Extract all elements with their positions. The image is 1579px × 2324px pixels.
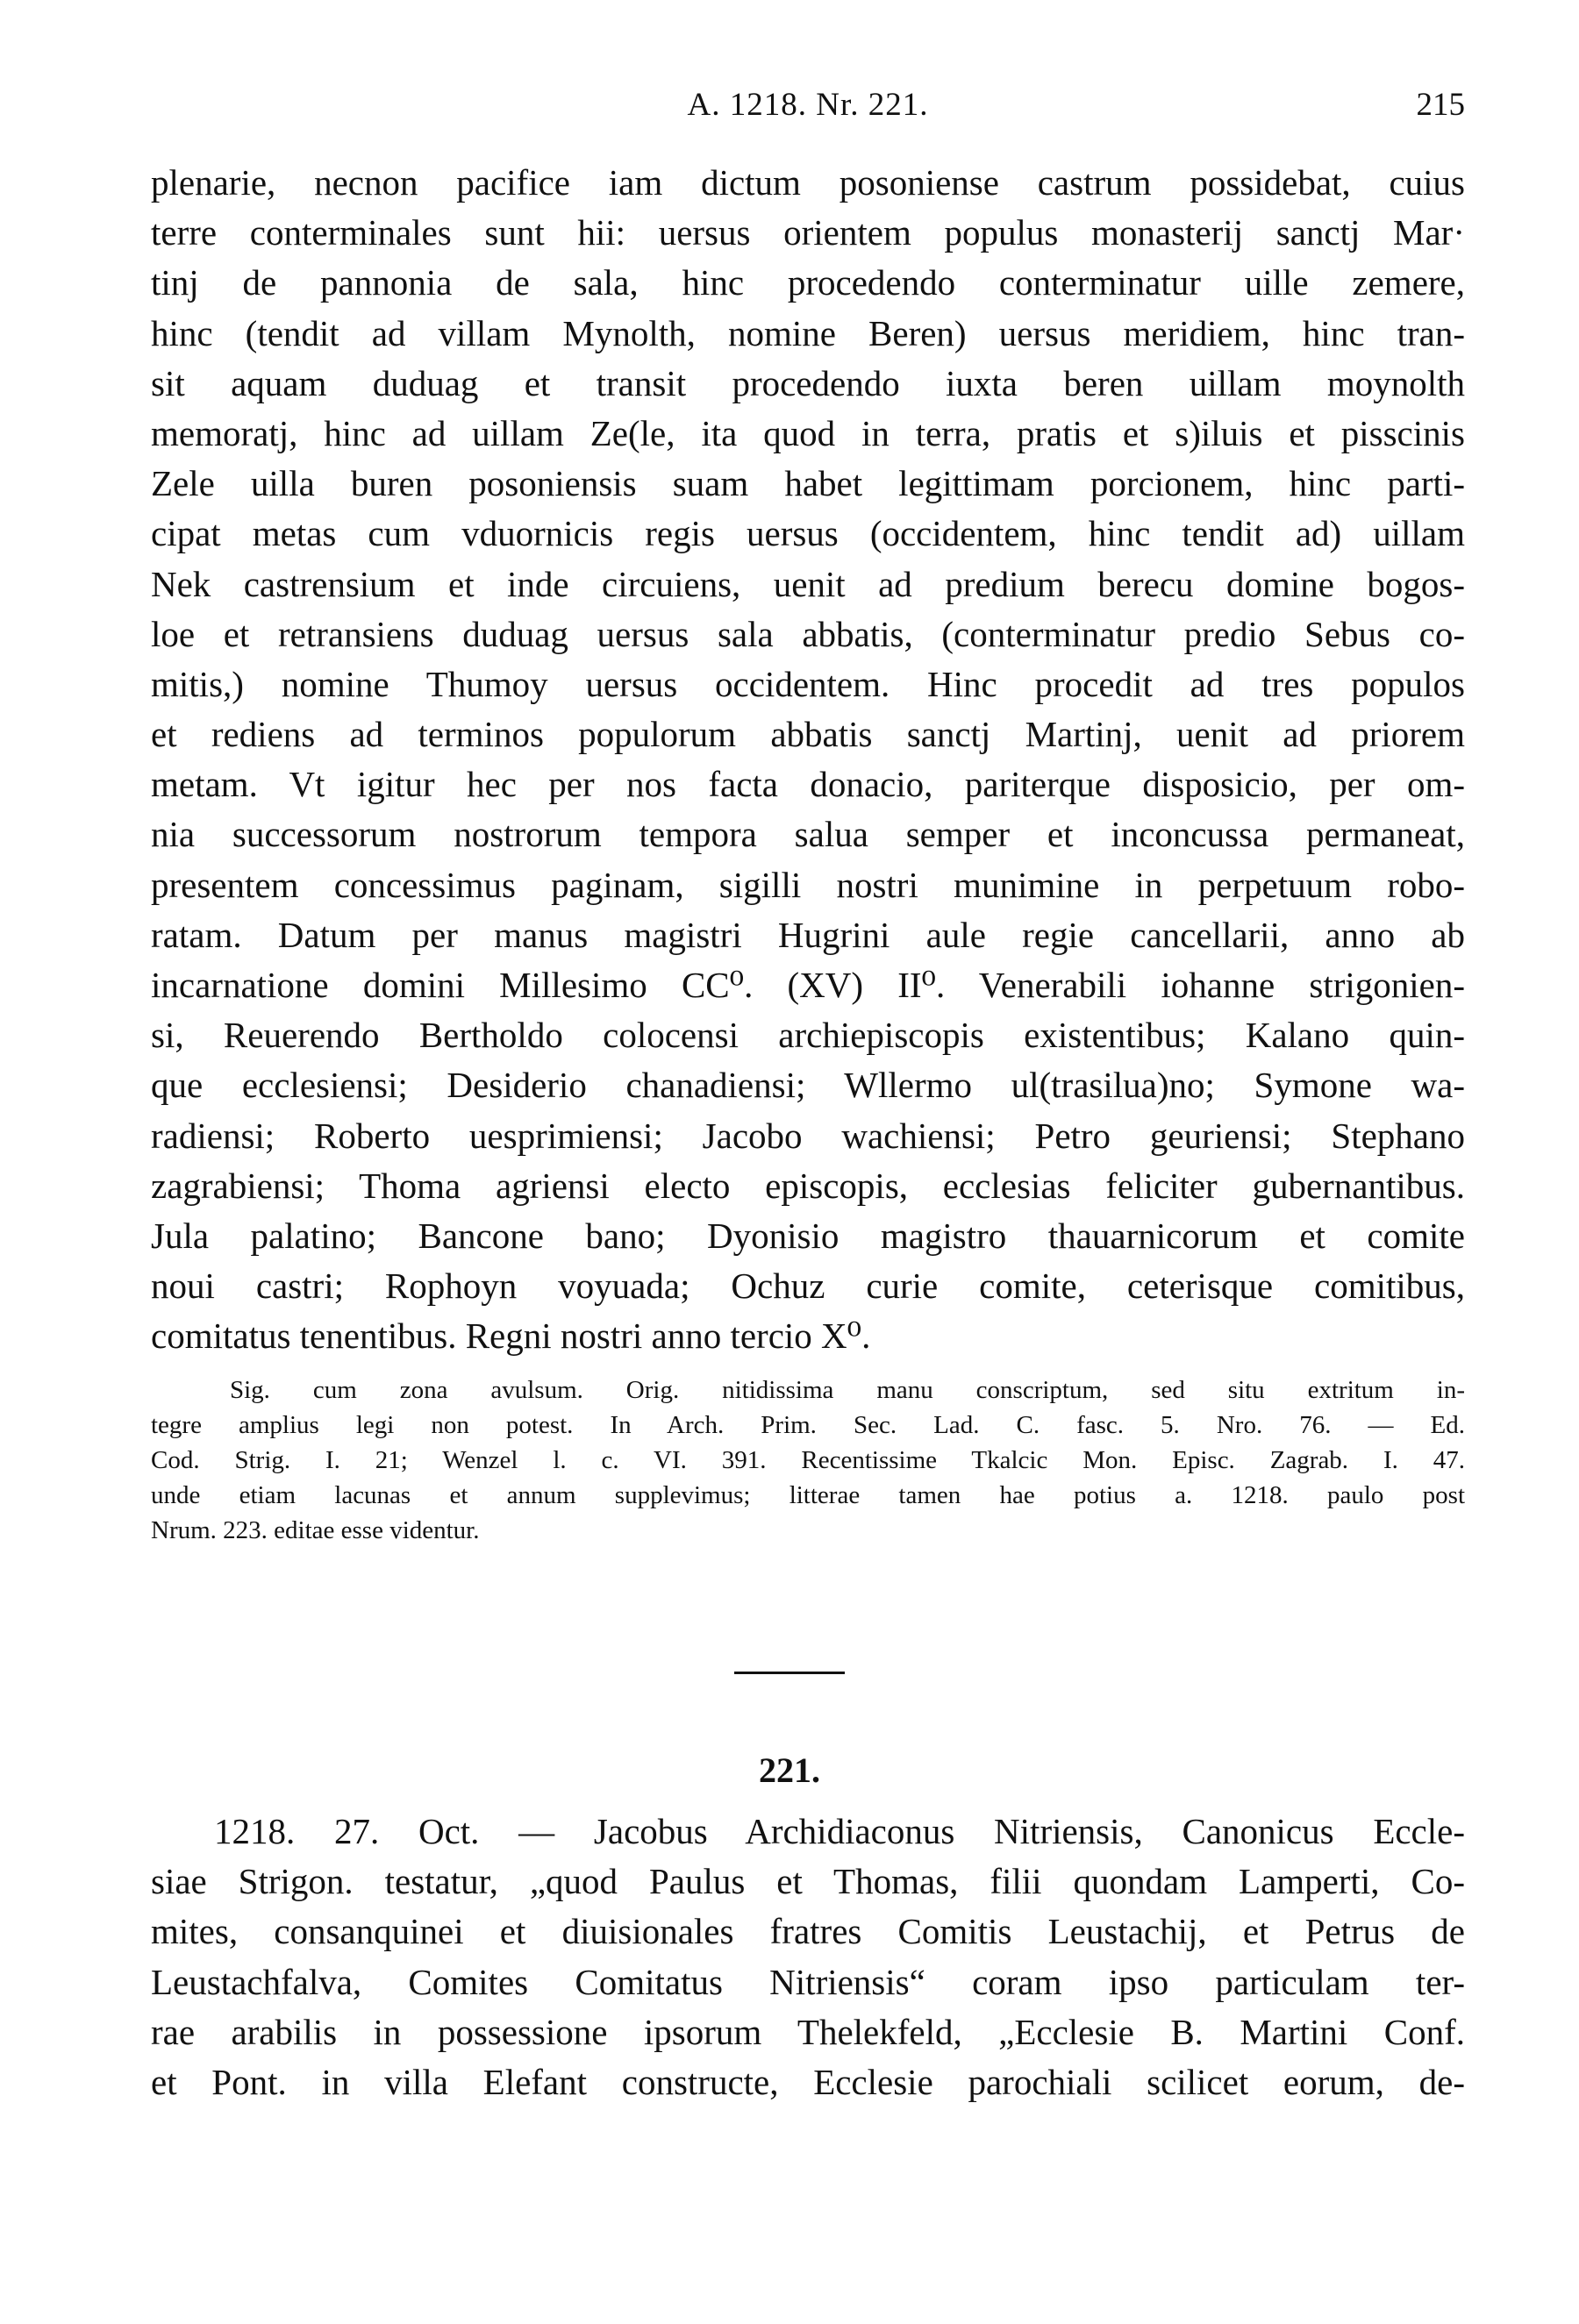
text-line: zagrabiensi; Thoma agriensi electo episcopis, ecclesias feliciter gubernantibus. bbox=[151, 1165, 1465, 1206]
text-line: et rediens ad terminos populorum abbatis sanctj Martinj, uenit ad priorem bbox=[151, 714, 1465, 755]
editorial-note bbox=[151, 1372, 1465, 1548]
note-line: Cod. Strig. I. 21; Wenzel l. c. VI. 391. Recentissime Tkalcic Mon. Episc. Zagrab. I. 47. bbox=[151, 1446, 1465, 1474]
regest-line: siae Strigon. testatur, „quod Paulus et Thomas, filii quondam Lamperti, Co- bbox=[151, 1861, 1465, 1902]
text-line: loe et retransiens duduag uersus sala abbatis, (conterminatur predio Sebus co- bbox=[151, 613, 1465, 654]
text-line: memoratj, hinc ad uillam Ze(le, ita quod in terra, pratis et s)iluis et pisscinis bbox=[151, 412, 1465, 453]
note-line: Nrum. 223. editae esse videntur. bbox=[151, 1516, 480, 1544]
text-line: noui castri; Rophoyn voyuada; Ochuz curie comite, ceterisque comitibus, bbox=[151, 1265, 1465, 1307]
note-line: unde etiam lacunas et annum supplevimus; litterae tamen hae potius a. 1218. paulo post bbox=[151, 1481, 1465, 1509]
text-line: nia successorum nostrorum tempora salua semper et inconcussa permaneat, bbox=[151, 814, 1465, 855]
page-number: 215 bbox=[1416, 87, 1465, 123]
text-line: cipat metas cum vduornicis regis uersus (occidentem, hinc tendit ad) uillam bbox=[151, 513, 1465, 554]
text-line: metam. Vt igitur hec per nos facta donacio, pariterque disposicio, per om- bbox=[151, 764, 1465, 805]
text-line: tinj de pannonia de sala, hinc procedendo conterminatur uille zemere, bbox=[151, 262, 1465, 303]
text-line: sit aquam duduag et transit procedendo iuxta beren uillam moynolth bbox=[151, 362, 1465, 403]
main-text bbox=[151, 158, 1465, 1362]
text-line: Jula palatino; Bancone bano; Dyonisio magistro thauarnicorum et comite bbox=[151, 1215, 1465, 1256]
text-line: plenarie, necnon pacifice iam dictum posoniense castrum possidebat, cuius bbox=[151, 162, 1465, 203]
text-line: ratam. Datum per manus magistri Hugrini aule regie cancellarii, anno ab bbox=[151, 914, 1465, 955]
regest-line: 1218. 27. Oct. — Jacobus Archidiaconus Nitriensis, Canonicus Eccle- bbox=[214, 1811, 1465, 1851]
text-line: hinc (tendit ad villam Mynolth, nomine Beren) uersus meridiem, hinc tran- bbox=[151, 312, 1465, 353]
regest-text bbox=[151, 1807, 1465, 2107]
regest-line: et Pont. in villa Elefant constructe, Ecclesie parochiali scilicet eorum, de- bbox=[151, 2061, 1465, 2102]
text-line: que ecclesiensi; Desiderio chanadiensi; Wllermo ul(trasilua)no; Symone wa- bbox=[151, 1065, 1465, 1106]
regest-line: mites, consanquinei et diuisionales fratres Comitis Leustachij, et Petrus de bbox=[151, 1911, 1465, 1952]
text-line: presentem concessimus paginam, sigilli nostri munimine in perpetuum robo- bbox=[151, 864, 1465, 905]
text-line: si, Reuerendo Bertholdo colocensi archiepiscopis existentibus; Kalano quin- bbox=[151, 1015, 1465, 1056]
regest-line: Leustachfalva, Comites Comitatus Nitriensis“ coram ipso particulam ter- bbox=[151, 1961, 1465, 2002]
text-line: radiensi; Roberto uesprimiensi; Jacobo wachiensi; Petro geuriensi; Stephano bbox=[151, 1115, 1465, 1156]
note-line: Sig. cum zona avulsum. Orig. nitidissima manu conscriptum, sed situ extritum in- bbox=[230, 1376, 1465, 1404]
regest-line: rae arabilis in possessione ipsorum Thelekfeld, „Ecclesie B. Martini Conf. bbox=[151, 2011, 1465, 2052]
text-line: incarnatione domini Millesimo CC⁰. (XV) II⁰. Venerabili iohanne strigonien- bbox=[151, 965, 1465, 1005]
document-number: 221. bbox=[759, 1750, 820, 1790]
running-head bbox=[151, 86, 1465, 130]
text-line: Nek castrensium et inde circuiens, uenit ad predium berecu domine bogos- bbox=[151, 563, 1465, 604]
note-line: tegre amplius legi non potest. In Arch. Prim. Sec. Lad. C. fasc. 5. Nro. 76. — Ed. bbox=[151, 1411, 1465, 1439]
section-divider bbox=[734, 1672, 845, 1674]
text-line: mitis,) nomine Thumoy uersus occidentem. Hinc procedit ad tres populos bbox=[151, 663, 1465, 704]
text-line: comitatus tenentibus. Regni nostri anno tercio X⁰. bbox=[151, 1315, 871, 1357]
header-title: A. 1218. Nr. 221. bbox=[687, 87, 929, 123]
text-line: Zele uilla buren posoniensis suam habet legittimam porcionem, hinc parti- bbox=[151, 463, 1465, 504]
text-line: terre conterminales sunt hii: uersus orientem populus monasterij sanctj Mar· bbox=[151, 212, 1465, 253]
